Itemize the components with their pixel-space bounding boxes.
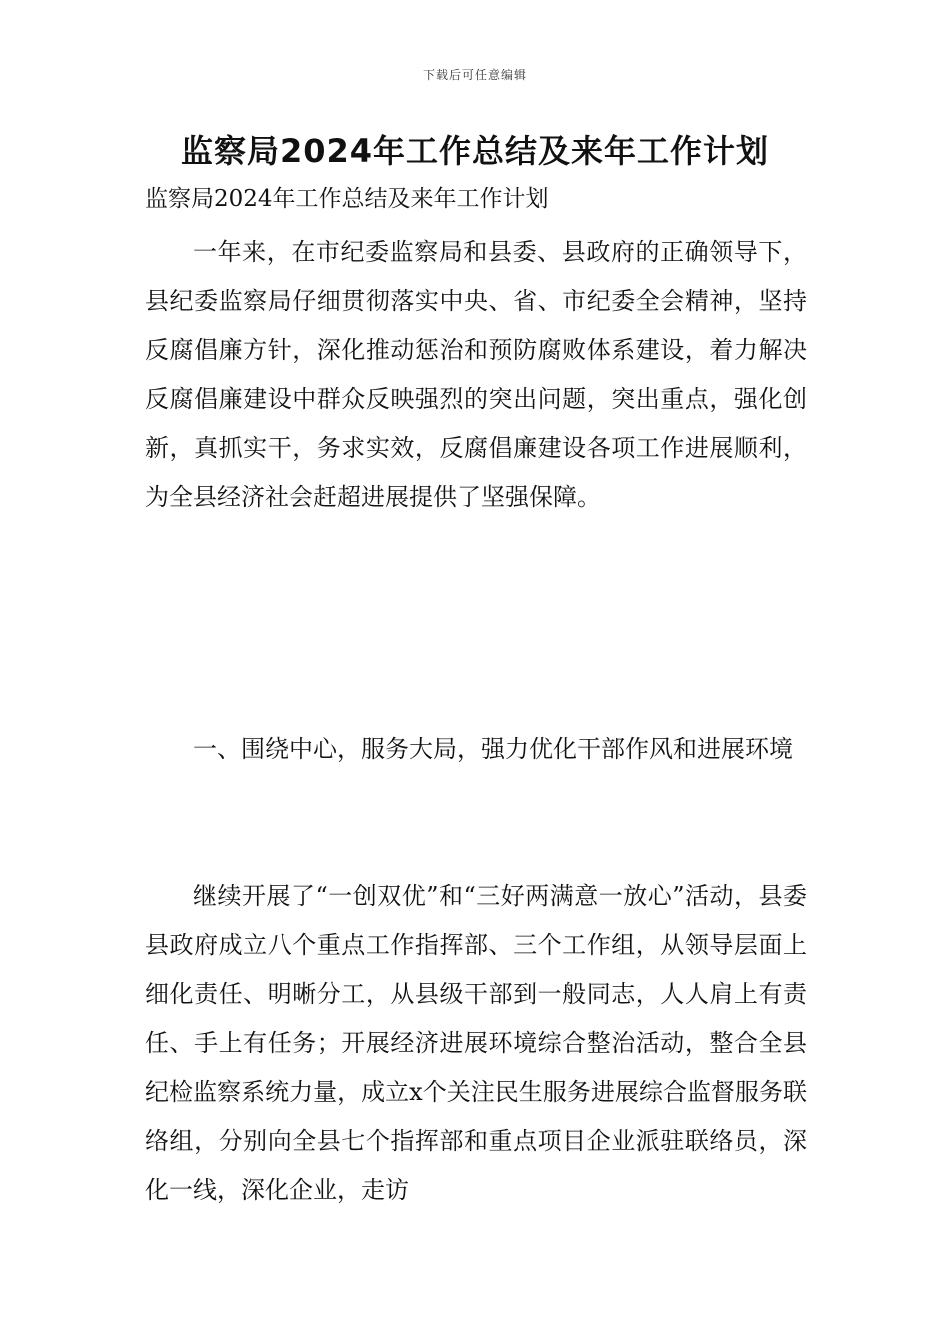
- section-heading: 一、围绕中心，服务大局，强力优化干部作风和进展环境: [193, 735, 793, 763]
- document-subtitle: 监察局2024年工作总结及来年工作计划: [145, 186, 549, 212]
- section-paragraph: 继续开展了“一创双优”和“三好两满意一放心”活动，县委县政府成立八个重点工作指挥部、三个工作组，从领导层面上细化责任、明晰分工，从县级干部到一般同志，人人肩上有责任、手上有任务；开展经济进展环境综合整治活动，整合全县纪检监察系统力量，成立x个关注民生服务进展综合监督服务联络组，分别向全县七个指挥部和重点项目企业派驻联络员，深化一线，深化企业，走访: [145, 882, 807, 1204]
- intro-paragraph: 一年来，在市纪委监察局和县委、县政府的正确领导下，县纪委监察局仔细贯彻落实中央、省、市纪委全会精神，坚持反腐倡廉方针，深化推动惩治和预防腐败体系建设，着力解决反腐倡廉建设中群众反映强烈的突出问题，突出重点，强化创新，真抓实干，务求实效，反腐倡廉建设各项工作进展顺利，为全县经济社会赶超进展提供了坚强保障。: [145, 238, 807, 511]
- document-title: 监察局2024年工作总结及来年工作计划: [180, 132, 770, 170]
- header-note: 下载后可任意编辑: [422, 68, 527, 82]
